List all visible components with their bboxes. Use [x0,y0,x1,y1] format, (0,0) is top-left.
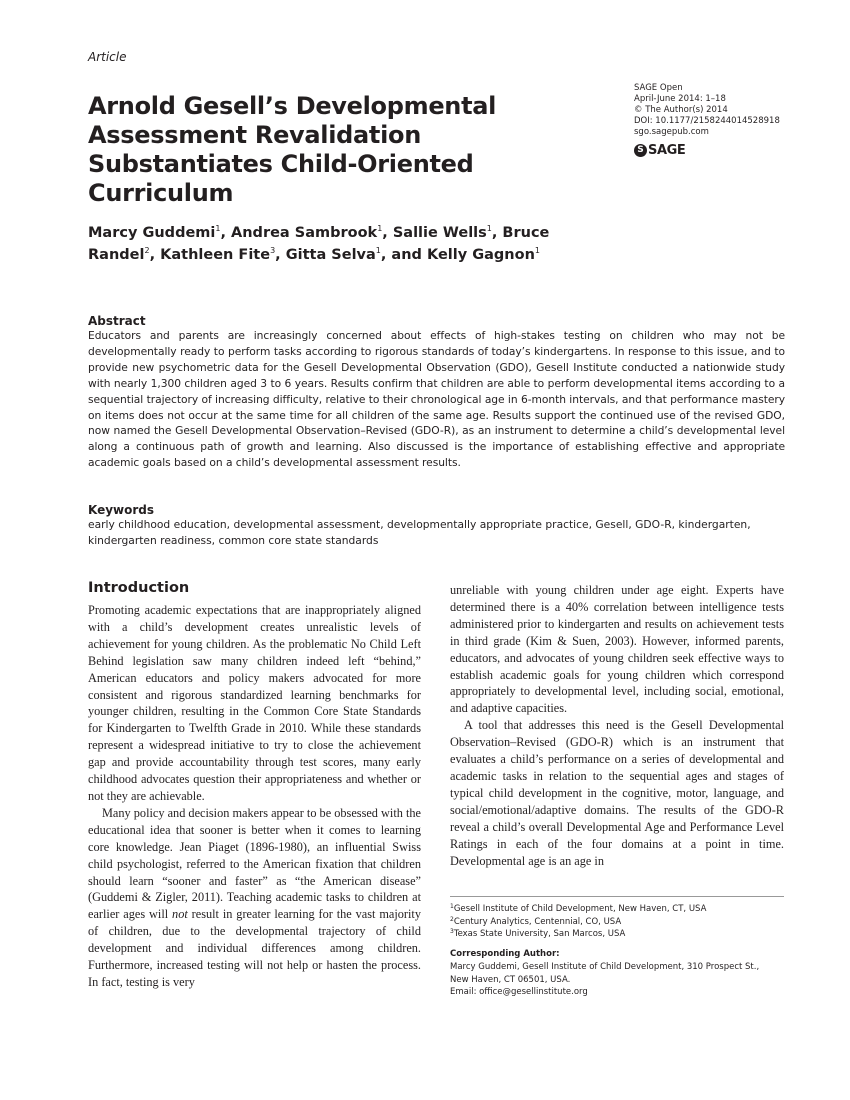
affiliation-note: $^1$Gesell Institute of Child Development, New Haven, CT, USA [450,903,707,914]
author: Andrea Sambrook$^1$, [231,224,393,241]
corresponding-author-heading: Corresponding Author: [450,949,560,960]
journal-name: SAGE Open [634,83,683,93]
paper-title: Arnold Gesell’s Developmental Assessment Revalidation Substantiates Child-Oriented Curriculum [88,92,497,207]
journal-url-link[interactable]: sgo.sagepub.com [634,127,709,137]
author: Marcy Guddemi$^1$, [88,224,232,241]
abstract-text: Educators and parents are increasingly concerned about effects of high-stakes testing on children who may not be developmentally ready to perform tasks according to rigorous standards of today’s kindergartens. In response to this issue, and to provide new psychometric data for the Gesell Developmental Observation (GDO), Gesell Institute conducted a nationwide study with nearly 1,300 children aged 3 to 6 years. Results confirm that children are able to perform developmental items according to a sequential trajectory of increasing difficulty, relative to their chronological age in 6-month intervals, and that performance mastery on items does not occur at the same time for all children of the same age. Results support the continued use of the revised GDO, now named the Gesell Developmental Observation–Revised (GDO-R), as an instrument to determine a child’s developmental level along a continuous path of growth and learning. Also discussed is the importance of establishing effective and appropriate academic goals based on a child’s developmental assessment results. [88,329,785,470]
body-column-right [450,582,784,869]
sage-logo [634,143,685,158]
keywords-text: early childhood education, developmental assessment, developmentally appropriate practice, Gesell, GDO-R, kindergarten, kindergarten readiness, common core state standards [88,518,751,547]
affiliation-note: $^3$Texas State University, San Marcos, USA [450,928,626,940]
abstract-section [88,314,785,471]
corresponding-author-line: New Haven, CT 06501, USA. [450,974,571,985]
sage-logo-icon: S [634,144,647,157]
author: Sallie Wells$^1$, [392,224,503,241]
footnotes [450,896,784,999]
doi-link[interactable]: DOI: 10.1177/2158244014528918 [634,116,780,126]
author: Gitta Selva$^1$, and [285,246,427,263]
corresponding-author-email[interactable]: Email: office@gesellinstitute.org [450,987,588,998]
copyright: © The Author(s) 2014 [634,105,728,115]
keywords-heading: Keywords [88,503,155,517]
paragraph: Promoting academic expectations that are inappropriately aligned with a child’s development creates unrealistic levels of achievement for young children. As the problematic No Child Left Behind legislation saw many children indeed left “behind,” American educators and policy makers advocated for more consistent and rigorous standardized learning benchmarks for younger children, resulting in the Common Core State Standards for Kindergarten to Twelfth Grade in 2010. While these standards represent a widespread initiative to try to close the achievement gap and provide accountability through test scores, many early childhood advocates question their appropriateness and whether or not they are achievable. [88,603,421,803]
author: Kelly Gagnon$^1$ [426,246,540,263]
corresponding-author-line: Marcy Guddemi, Gesell Institute of Child Development, 310 Prospect St., [450,961,760,972]
paragraph: unreliable with young children under age eight. Experts have determined there is a 40% correlation between intelligence tests administered prior to kindergarten and results on achievement tests in third grade (Kim & Suen, 2003). However, informed parents, educators, and advocates of young children seek effective ways to establish academic goals for young children which correspond appropriately to developmental level, including social, emotional, and adaptive capacities. [450,583,784,716]
affiliation-note: $^2$Century Analytics, Centennial, CO, USA [450,915,622,927]
keywords-section [88,503,785,549]
sage-logo-text: SAGE [648,143,686,158]
abstract-heading: Abstract [88,314,146,328]
journal-meta [634,83,780,138]
body-column-left [88,580,421,991]
author-list [88,222,558,266]
paragraph: A tool that addresses this need is the Gesell Developmental Observation–Revised (GDO-R) which is an instrument that evaluates a child’s performance on a series of developmental and academic tasks in relation to the sequential ages and stages of typical child development in the cognitive, motor, language, and social/emotional/adaptive domains. The results of the GDO-R reveal a child’s overall Developmental Age and Performance Level Ratings in each of the four domains at a point in time. Developmental age is an age in [450,718,784,868]
introduction-heading: Introduction [88,580,190,596]
article-type-label: Article [88,50,127,64]
journal-issue: April-June 2014: 1–18 [634,94,726,104]
author: Kathleen Fite$^3$, [160,246,286,263]
paragraph: Many policy and decision makers appear to be obsessed with the educational idea that sooner is better when it comes to learning core knowledge. Jean Piaget (1896-1980), an influential Swiss child psychologist, referred to the American fixation that children should learn “sooner and faster” as “the American disease” (Guddemi & Zigler, 2011). Teaching academic tasks to children at earlier ages will not result in greater learning for the vast majority of children, due to the developmental trajectory of child development and individual differences among children. Furthermore, increased testing will not help or hasten the process. In fact, testing is very [88,805,421,989]
author: Bruce Randel$^2$, [88,225,550,263]
